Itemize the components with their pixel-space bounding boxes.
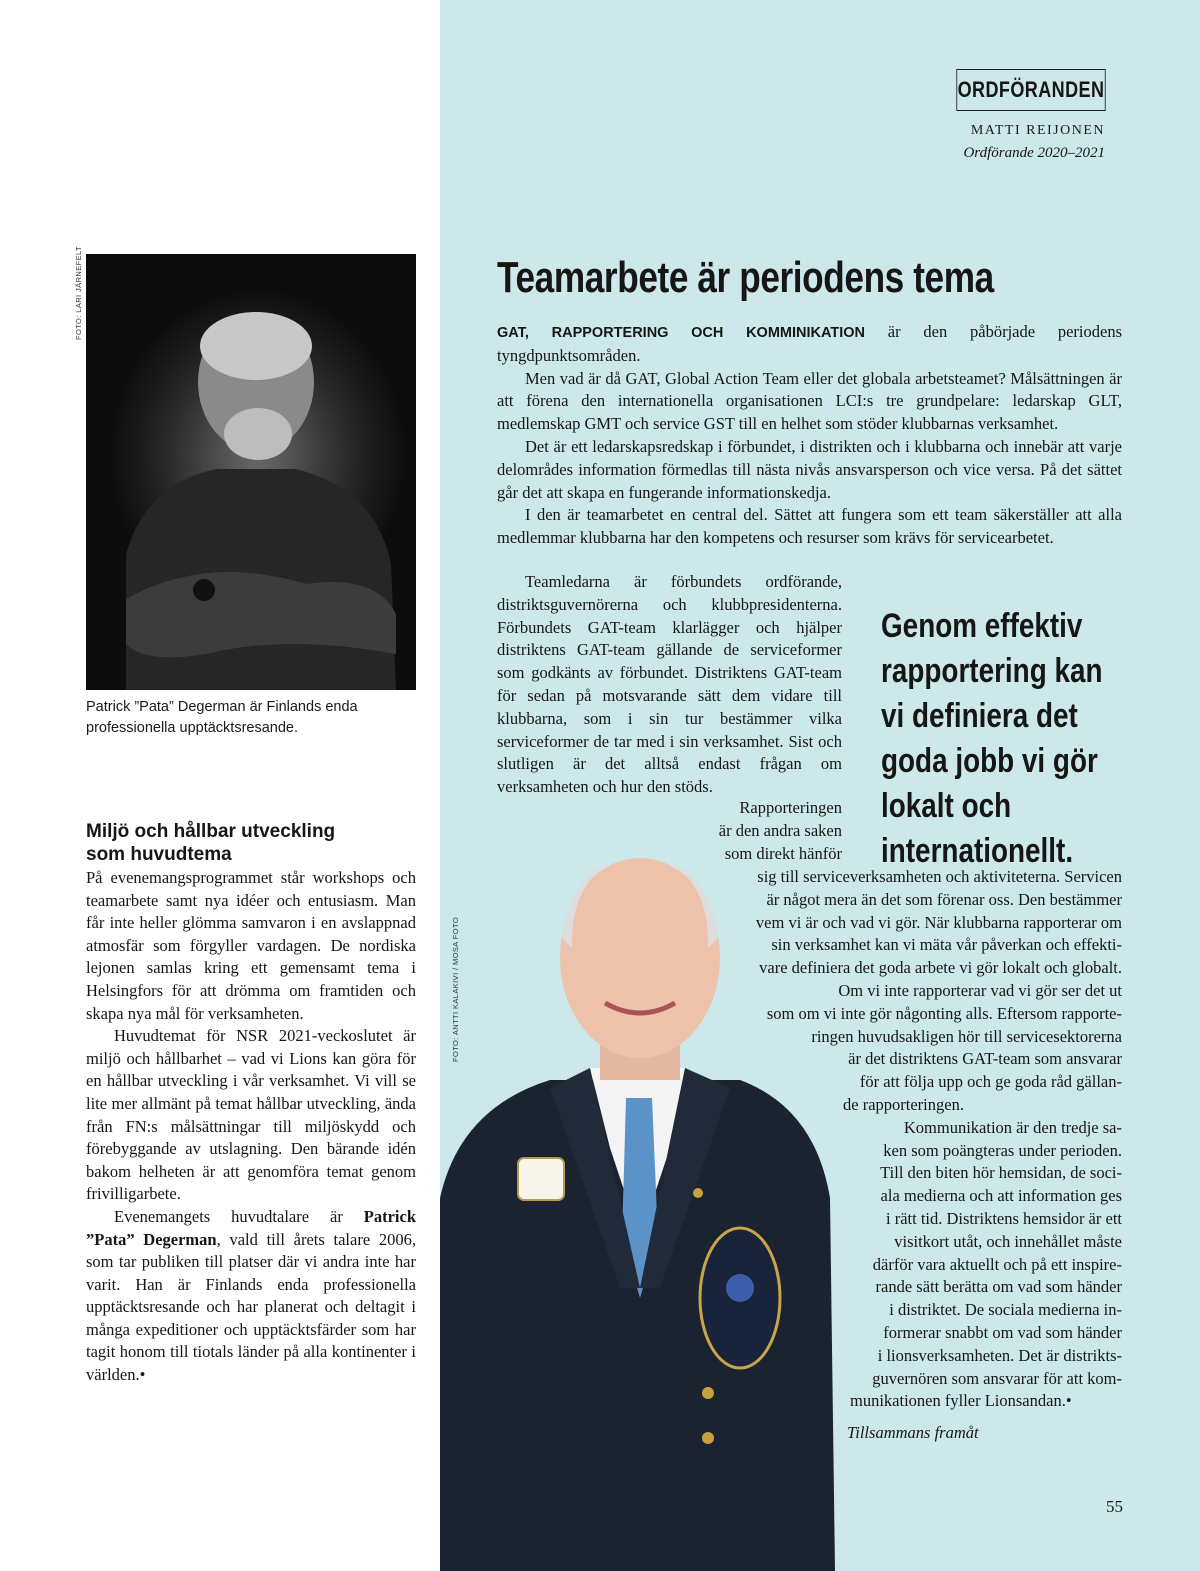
- wrap-line: i rätt tid. Distriktens hemsidor är ett: [886, 1208, 1122, 1228]
- sign-off: Tillsammans framåt: [847, 1423, 979, 1442]
- wrap-line: munikationen fyller Lionsandan.•: [850, 1391, 1072, 1411]
- wrap-line: de rapporteringen.: [843, 1094, 964, 1114]
- wrap-line: är den andra saken: [718, 820, 842, 840]
- wrap-line: Rapporteringen: [739, 798, 842, 817]
- article-wrap-block-1: [660, 797, 1122, 865]
- lead-caps: GAT, RAPPORTERING OCH KOMMINIKATION: [497, 325, 866, 341]
- wrap-line: sig till serviceverksamheten och aktiviteterna. Servicen: [757, 867, 1122, 886]
- wrap-line: ringen huvudsakligen hör till servicesektorerna: [811, 1026, 1122, 1046]
- sidebar-body: [86, 867, 416, 1387]
- article-wrap-block-2: [660, 866, 1122, 1413]
- article-paragraph: Teamledarna är förbundets ordförande, distriktsguvernörerna och klubbpresidenterna. Förbundets GAT-team klarlägger och hjälper distriktens GAT-team gällande de serviceformer som godkänts av förbundet. Distriktens GAT-team för sedan på motsvarande sätt dem vidare till klubbarna, som i sin tur bestämmer vilka serviceformer de tar med i sin verksamhet. Sist och slutligen är det alltså endast frågan om verksamheten och hur den stöds.: [497, 572, 842, 797]
- photo-credit-left: FOTO: LARI JÄRNEFELT: [74, 246, 83, 340]
- photo-credit-portrait: FOTO: ANTTI KALAKIVI / MOSA FOTO: [451, 916, 460, 1062]
- pull-quote: Genom effektiv rapportering kan vi definiera det goda jobb vi gör lokalt och internationellt.: [881, 607, 1103, 870]
- wrap-line: i distriktet. De sociala medierna in-: [889, 1300, 1122, 1320]
- article-paragraph: Men vad är då GAT, Global Action Team eller det globala arbetsteamet? Målsättningen är att förena den internationella organisationen LCI:s tre grundpelare: ledarskap GLT, medlemskap GMT och service GST till en helhet som stöder klubbarnas verksamhet.: [497, 368, 1122, 434]
- lead-text: är den påbörjade periodens tyngdpunktsområden.: [497, 322, 1123, 365]
- article-paragraph: I den är teamarbetet en central del. Sättet att fungera som ett team säkerställer att alla medlemmar klubbarna har den kompetens och resurser som krävs för servicearbetet.: [497, 505, 1122, 548]
- article-paragraph: Det är ett ledarskapsredskap i förbundet, i distrikten och i klubbarna och innebär att varje delområdes information förmedlas till nästa nivås ansvarsperson och vice versa. På det sättet går det att skapa en fungerande informationskedja.: [497, 436, 1122, 502]
- wrap-line: ala medierna och att information ges: [880, 1186, 1122, 1206]
- wrap-line: Om vi inte rapporterar vad vi gör ser det ut: [838, 980, 1122, 1000]
- wrap-line: vem vi är och vad vi gör. När klubbarna rapporterar om: [755, 912, 1122, 932]
- wrap-line: sin verksamhet kan vi mäta vår påverkan och effekti-: [771, 935, 1122, 955]
- sidebar-paragraph: På evenemangsprogrammet står workshops och teamarbete samt nya idéer och entusiasm. Man får inte heller glömma samvaron i en avslappnad atmosfär som förgyller vardagen. De nordiska lejonen samlas kring ett gemensamt tema i Helsingfors för att drömma om framtiden och skapa nya mål för verksamheten.: [86, 868, 416, 1023]
- sidebar-heading-line2: som huvudtema: [86, 844, 232, 865]
- wrap-line: formerar snabbt om vad som händer: [883, 1322, 1122, 1342]
- wrap-line: är det distriktens GAT-team som ansvarar: [848, 1049, 1122, 1069]
- wrap-line: för att följa upp och ge goda råd gällan-: [859, 1072, 1122, 1092]
- wrap-line: som direkt hänför: [724, 843, 842, 863]
- wrap-line: rande sätt berätta om vad som händer: [875, 1277, 1122, 1297]
- explorer-photo: [86, 254, 416, 690]
- article-body-top: [497, 321, 1122, 550]
- article-headline: Teamarbete är periodens tema: [497, 253, 994, 302]
- wrap-line: därför vara aktuellt och på ett inspire-: [872, 1254, 1122, 1274]
- photo-caption: Patrick ”Pata” Degerman är Finlands enda professionella upptäcktsresande.: [86, 699, 358, 736]
- sidebar-text: , vald till årets talare 2006, som tar publiken till platser där vi andra inte har varit. Han är Finlands enda professionella upptäcktsresande och har planerat och deltagit i många expeditioner och upptäcktsfärder som har tagit honom till tiotals länder på alla kontinenter i världen.•: [86, 1229, 416, 1385]
- lead-paragraph: [497, 321, 1122, 368]
- speaker-name: Patrick ”Pata” Degerman: [86, 1206, 416, 1249]
- wrap-line: vare definiera det goda arbete vi gör lokalt och globalt.: [759, 958, 1122, 978]
- section-label: ORDFÖRANDEN: [956, 69, 1105, 111]
- sidebar-heading: [86, 820, 416, 866]
- wrap-line: ken som poängteras under perioden.: [883, 1140, 1122, 1160]
- wrap-line: är något mera än det som förenar oss. Den bestämmer: [766, 889, 1122, 909]
- wrap-line: Till den biten hör hemsidan, de soci-: [880, 1163, 1122, 1183]
- wrap-line: guvernören som ansvarar för att kom-: [872, 1368, 1122, 1388]
- wrap-line: som om vi inte gör någonting alls. Eftersom rapporte-: [766, 1003, 1122, 1023]
- article-body-column: [497, 571, 842, 799]
- sidebar-paragraph: Huvudtemat för NSR 2021-veckoslutet är miljö och hållbarhet – vad vi Lions kan göra för en hållbar utveckling i vår verksamhet. Vi vill se lite mer allmänt på temat hållbar utveckling, ända från FN:s målsättningar till miljöskydd och förebyggande av utslagning. Den bärande idén bakom helheten är att genomföra temat genom frivilligarbete.: [86, 1026, 416, 1204]
- sidebar-text: Evenemangets huvudtalare är: [114, 1206, 364, 1226]
- wrap-line: visitkort utåt, och innehållet måste: [894, 1231, 1122, 1251]
- wrap-line: i lionsverksamheten. Det är distrikts-: [877, 1345, 1122, 1365]
- page-number: 55: [1106, 1497, 1123, 1516]
- sidebar-heading-line1: Miljö och hållbar utveckling: [86, 821, 336, 842]
- wrap-line: Kommunikation är den tredje sa-: [903, 1117, 1122, 1137]
- sidebar-paragraph: [86, 1206, 416, 1387]
- author-name: MATTI REIJONEN: [970, 123, 1105, 138]
- author-role: Ordförande 2020–2021: [963, 145, 1105, 161]
